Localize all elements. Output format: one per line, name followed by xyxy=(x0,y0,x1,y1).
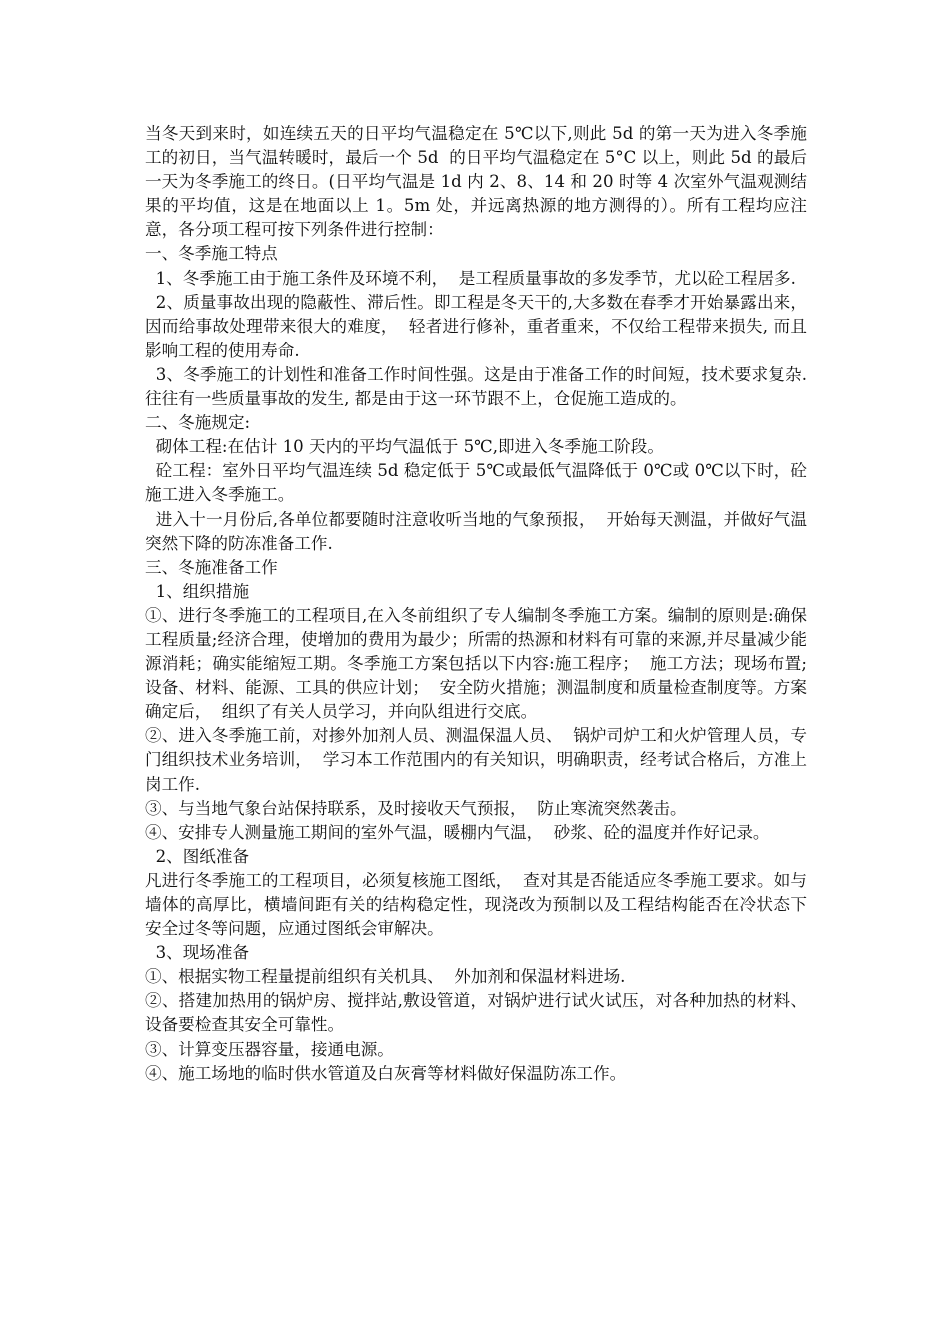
paragraph-feature-1: 1、冬季施工由于施工条件及环境不利， 是工程质量事故的多发季节，尤以砼工程居多. xyxy=(145,268,796,288)
intro-paragraph: 当冬天到来时，如连续五天的日平均气温稳定在 5℃以下,则此 5d 的第一天为进入冬季施工的初日，当气温转暖时，最后一个 5d 的日平均气温稳定在 5°C 以上，则此 5d 的最后一天为冬季施工的终日。(日平均气温是 1d 内 2、8、14 和 20 时等 4 次室外气温观测结果的平均值，这是在地面以上 1。5m 处，并远离热源的地方测得的）。所有工程均应注意，各分项工程可按下列条件进行控制： xyxy=(145,124,807,240)
paragraph-masonry-rule: 砌体工程:在估计 10 天内的平均气温低于 5℃,即进入冬季施工阶段。 xyxy=(145,437,664,457)
paragraph-drawings: 凡进行冬季施工的工程项目，必须复核施工图纸， 查对其是否能适应冬季施工要求。如与墙体的高厚比，横墙间距有关的结构稳定性，现浇改为预制以及工程结构能否在冷状态下安全过冬等问题，应通过图纸会审解决。 xyxy=(145,870,807,939)
paragraph-feature-3: 3、冬季施工的计划性和准备工作时间性强。这是由于准备工作的时间短，技术要求复杂.往往有一些质量事故的发生, 都是由于这一环节跟不上，仓促施工造成的。 xyxy=(145,364,807,409)
paragraph-forecast-rule: 进入十一月份后,各单位都要随时注意收听当地的气象预报， 开始每天测温，并做好气温突然下降的防冻准备工作. xyxy=(145,509,807,553)
paragraph-feature-2: 2、质量事故出现的隐蔽性、滞后性。即工程是冬天干的,大多数在春季才开始暴露出来，因而给事故处理带来很大的难度， 轻者进行修补，重者重来，不仅给工程带来损失, 而且影响工程的使用寿命. xyxy=(145,292,807,360)
paragraph-site-4: ④、施工场地的临时供水管道及白灰膏等材料做好保温防冻工作。 xyxy=(145,1063,627,1083)
paragraph-concrete-rule: 砼工程：室外日平均气温连续 5d 稳定低于 5℃或最低气温降低于 0℃或 0℃以下时，砼施工进入冬季施工。 xyxy=(145,461,807,505)
paragraph-organization-2: ②、进入冬季施工前，对掺外加剂人员、测温保温人员、 锅炉司炉工和火炉管理人员，专门组织技术业务培训， 学习本工作范围内的有关知识，明确职责，经考试合格后，方准上岗工作. xyxy=(145,726,807,794)
subheading-drawings: 2、图纸准备 xyxy=(145,846,250,866)
section-heading-2: 二、冬施规定: xyxy=(145,413,251,433)
paragraph-site-2: ②、搭建加热用的锅炉房、搅拌站,敷设管道，对锅炉进行试火试压，对各种加热的材料、设备要检查其安全可靠性。 xyxy=(145,991,807,1035)
paragraph-organization-3: ③、与当地气象台站保持联系，及时接收天气预报， 防止寒流突然袭击。 xyxy=(145,798,687,818)
paragraph-site-3: ③、计算变压器容量，接通电源。 xyxy=(145,1039,394,1059)
subheading-site: 3、现场准备 xyxy=(145,943,250,963)
section-heading-3: 三、冬施准备工作 xyxy=(145,557,278,577)
paragraph-organization-4: ④、安排专人测量施工期间的室外气温，暖棚内气温， 砂浆、砼的温度并作好记录。 xyxy=(145,822,770,842)
section-heading-1: 一、冬季施工特点 xyxy=(145,244,278,264)
subheading-organization: 1、组织措施 xyxy=(145,581,250,601)
document-page xyxy=(145,122,807,1086)
paragraph-organization-1: ①、进行冬季施工的工程项目,在入冬前组织了专人编制冬季施工方案。编制的原则是:确保工程质量;经济合理，使增加的费用为最少；所需的热源和材料有可靠的来源,并尽量减少能源消耗；确实能缩短工期。冬季施工方案包括以下内容:施工程序； 施工方法；现场布置;设备、材料、能源、工具的供应计划； 安全防火措施；测温制度和质量检查制度等。方案确定后， 组织了有关人员学习，并向队组进行交底。 xyxy=(145,605,807,722)
paragraph-site-1: ①、根据实物工程量提前组织有关机具、 外加剂和保温材料进场. xyxy=(145,967,626,987)
